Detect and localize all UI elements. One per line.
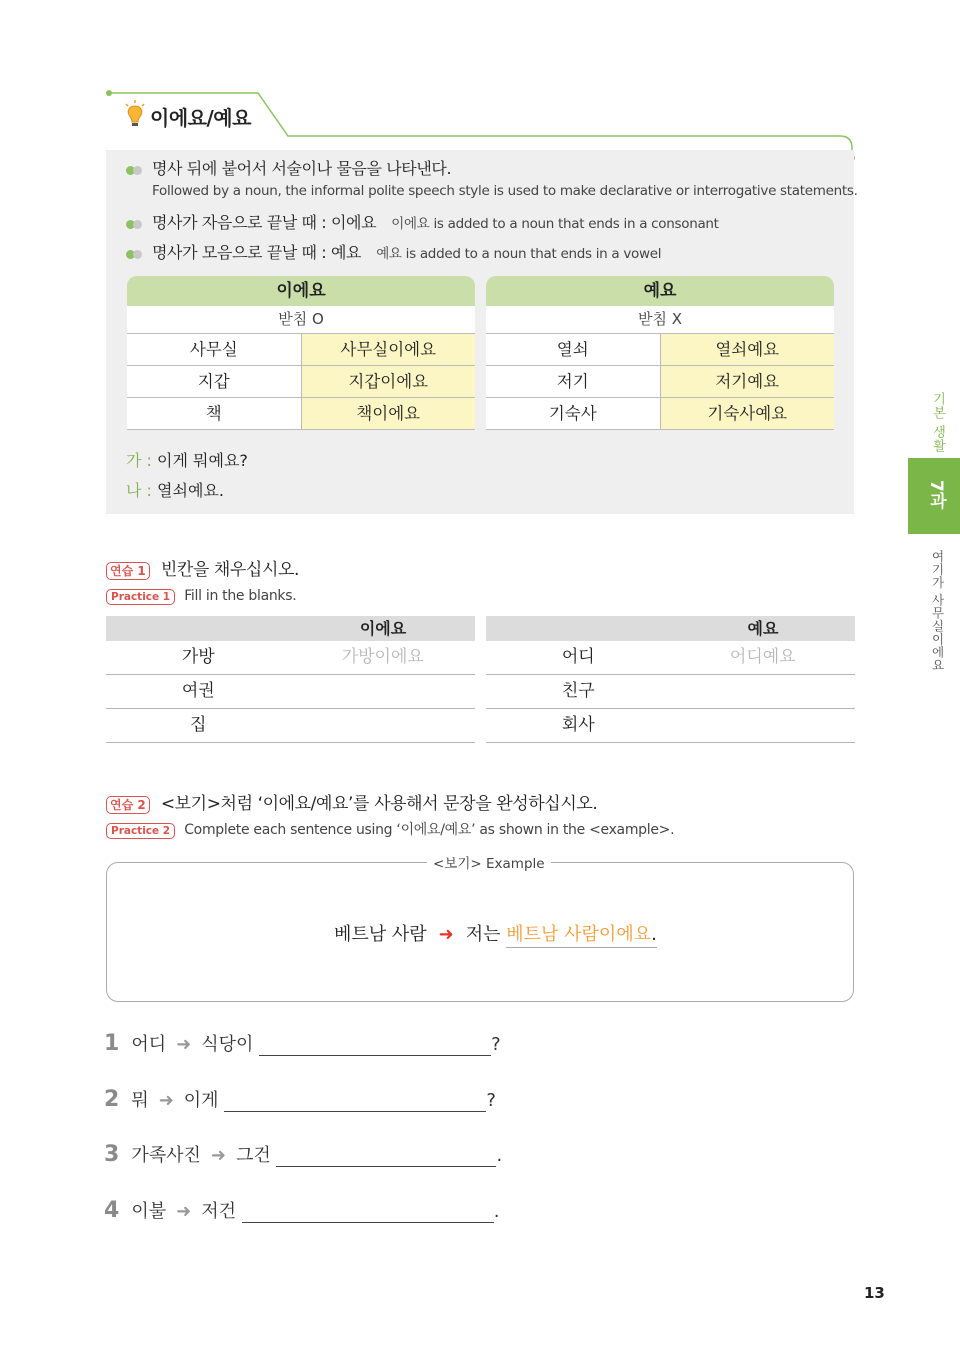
table-row: 회사 bbox=[486, 709, 855, 743]
practice-1-subheading: Practice 1 Fill in the blanks. bbox=[106, 585, 296, 605]
example-label: <보기> Example bbox=[427, 852, 551, 872]
practice-badge-en: Practice 2 bbox=[106, 823, 175, 839]
exercise-item-1: 1 어디 ➜ 식당이 ? bbox=[104, 1031, 501, 1056]
answer-blank[interactable] bbox=[242, 1202, 494, 1223]
table-row: 기숙사 기숙사예요 bbox=[486, 398, 834, 430]
exercise-item-3: 3 가족사진 ➜ 그건 . bbox=[104, 1142, 503, 1167]
table-row: 친구 bbox=[486, 675, 855, 709]
exercise-item-4: 4 이불 ➜ 저건 . bbox=[104, 1198, 500, 1223]
bullet-icon bbox=[126, 219, 144, 229]
table-row: 가방 가방이에요 bbox=[106, 641, 475, 675]
table-subheader: 받침 X bbox=[486, 306, 834, 334]
table-row: 집 bbox=[106, 709, 475, 743]
page-number: 13 bbox=[864, 1284, 885, 1302]
practice-badge: 연습 1 bbox=[106, 562, 150, 580]
answer-cell[interactable] bbox=[671, 675, 856, 708]
side-lesson-title: 여기가 사무실이에요 bbox=[930, 550, 945, 672]
answer-blank[interactable] bbox=[276, 1146, 496, 1167]
grammar-point-1: 명사 뒤에 붙어서 서술이나 물음을 나타낸다. Followed by a noun, the informal polite speech style is used to make declarative or interrogative statements. bbox=[126, 156, 858, 199]
grammar-point-2: 명사가 자음으로 끝날 때 : 이에요 이에요 is added to a noun that ends in a consonant bbox=[126, 210, 719, 233]
answer-cell[interactable]: 어디예요 bbox=[729, 647, 796, 667]
practice-1-table-yeyo bbox=[486, 616, 855, 743]
answer-blank[interactable] bbox=[259, 1035, 491, 1056]
table-header: 이에요 bbox=[106, 616, 475, 641]
answer-blank[interactable] bbox=[224, 1091, 486, 1112]
grammar-point-3: 명사가 모음으로 끝날 때 : 예요 예요 is added to a noun that ends in a vowel bbox=[126, 240, 661, 263]
answer-cell[interactable] bbox=[671, 709, 856, 742]
dialog-line-1: 가 : 이게 뭐예요? bbox=[126, 451, 248, 470]
answer-cell[interactable] bbox=[291, 675, 476, 708]
exercise-item-2: 2 뭐 ➜ 이게 ? bbox=[104, 1087, 496, 1112]
table-row: 어디 어디예요 bbox=[486, 641, 855, 675]
practice-badge: 연습 2 bbox=[106, 796, 150, 814]
example-sentence: 베트남 사람 ➜ 저는 베트남 사람이에요. bbox=[334, 920, 657, 946]
arrow-right-icon: ➜ bbox=[176, 1034, 192, 1055]
practice-2-subheading: Practice 2 Complete each sentence using ‘이에요/예요’ as shown in the <example>. bbox=[106, 819, 674, 839]
grammar-title: 이에요/예요 bbox=[150, 106, 251, 130]
table-row: 여권 bbox=[106, 675, 475, 709]
table-subheader: 받침 O bbox=[127, 306, 475, 334]
bullet-icon bbox=[126, 165, 144, 175]
table-row: 사무실 사무실이에요 bbox=[127, 334, 475, 366]
practice-1-table-ieyo bbox=[106, 616, 475, 743]
table-row: 지갑 지갑이에요 bbox=[127, 366, 475, 398]
dialog-line-2: 나 : 열쇠예요. bbox=[126, 481, 224, 500]
bullet-icon bbox=[126, 249, 144, 259]
practice-1-heading: 연습 1 빈칸을 채우십시오. bbox=[106, 555, 299, 580]
lightbulb-icon bbox=[124, 99, 146, 129]
side-lesson-tab: 7과 bbox=[908, 458, 960, 534]
arrow-right-icon: ➜ bbox=[158, 1090, 174, 1111]
example-answer: 베트남 사람이에요. bbox=[506, 924, 657, 948]
conjugation-table-ieyo bbox=[127, 276, 475, 430]
practice-badge-en: Practice 1 bbox=[106, 589, 175, 605]
table-header: 예요 bbox=[486, 616, 855, 641]
practice-2-heading: 연습 2 <보기>처럼 ‘이에요/예요’를 사용해서 문장을 완성하십시오. bbox=[106, 789, 597, 814]
arrow-right-icon: ➜ bbox=[176, 1201, 192, 1222]
table-row: 열쇠 열쇠예요 bbox=[486, 334, 834, 366]
conjugation-table-yeyo bbox=[486, 276, 834, 430]
arrow-right-icon: ➜ bbox=[210, 1145, 226, 1166]
table-header: 이에요 bbox=[127, 276, 475, 306]
arrow-right-icon: ➜ bbox=[438, 924, 454, 945]
table-row: 책 책이에요 bbox=[127, 398, 475, 430]
side-category: 기본 생활 bbox=[930, 392, 945, 454]
table-header: 예요 bbox=[486, 276, 834, 306]
answer-cell[interactable] bbox=[291, 709, 476, 742]
table-row: 저기 저기예요 bbox=[486, 366, 834, 398]
answer-cell[interactable]: 가방이에요 bbox=[341, 647, 424, 667]
